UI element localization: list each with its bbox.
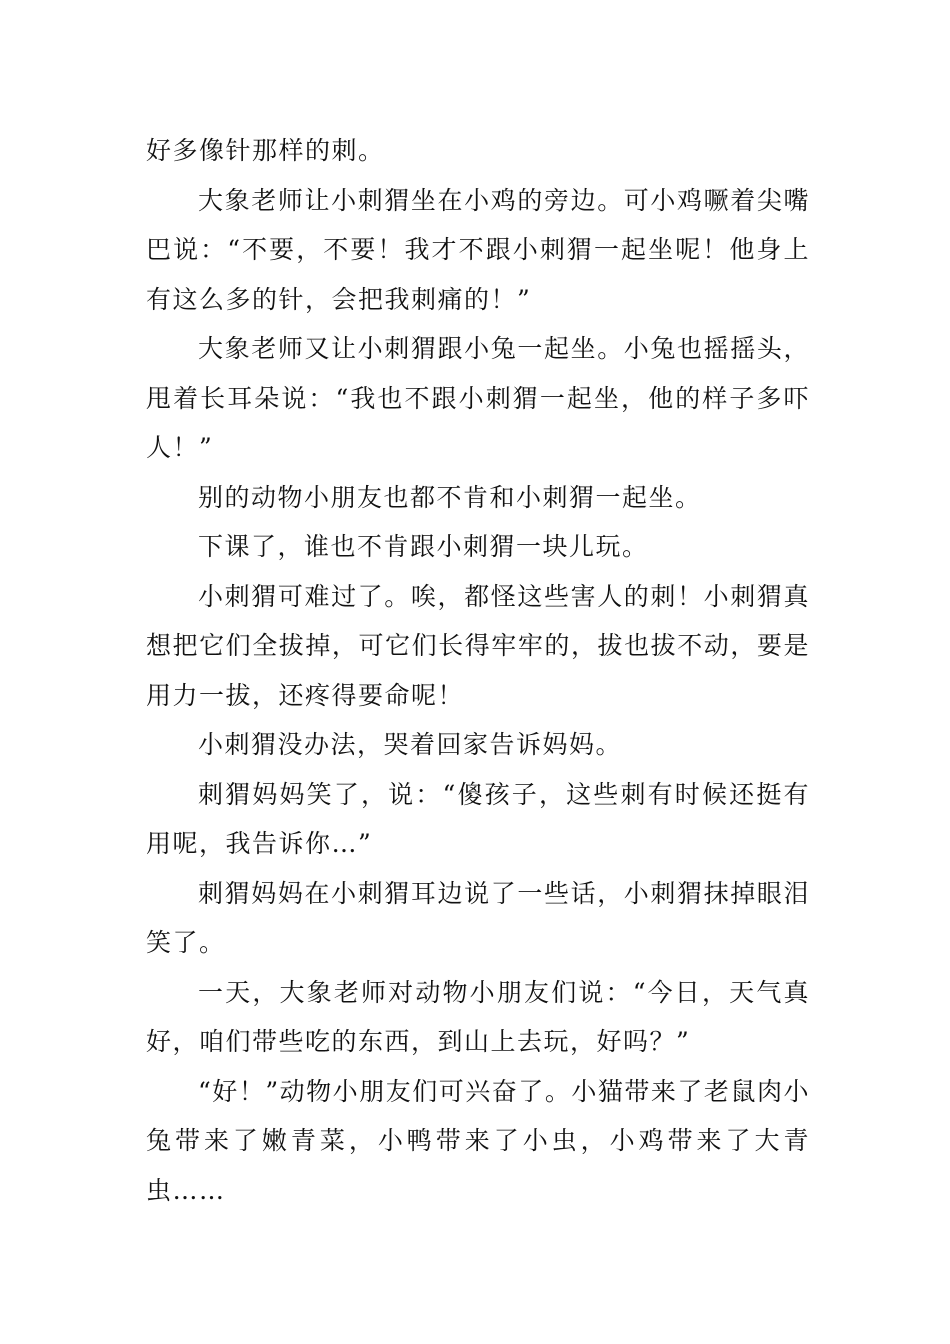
paragraph: “好！”动物小朋友们可兴奋了。小猫带来了老鼠肉小兔带来了嫩青菜，小鸭带来了小虫，小鸡带来了大青虫…… bbox=[146, 1076, 810, 1205]
paragraph: 小刺猬可难过了。唉，都怪这些害人的刺！小刺猬真想把它们全拔掉，可它们长得牢牢的，拔也拔不动，要是用力一拔，还疼得要命呢！ bbox=[146, 581, 810, 710]
story-text bbox=[146, 126, 810, 1215]
paragraph: 别的动物小朋友也都不肯和小刺猬一起坐。 bbox=[198, 482, 702, 512]
paragraph: 大象老师让小刺猬坐在小鸡的旁边。可小鸡噘着尖嘴巴说：“不要，不要！我才不跟小刺猬一起坐呢！他身上有这么多的针，会把我刺痛的！” bbox=[146, 185, 810, 314]
paragraph: 小刺猬没办法，哭着回家告诉妈妈。 bbox=[198, 730, 623, 759]
paragraph: 大象老师又让小刺猬跟小兔一起坐。小兔也摇摇头，甩着长耳朵说：“我也不跟小刺猬一起坐，他的样子多吓人！” bbox=[146, 334, 810, 462]
paragraph: 下课了，谁也不肯跟小刺猬一块儿玩。 bbox=[198, 532, 649, 561]
paragraph: 一天，大象老师对动物小朋友们说：“今日，天气真好，咱们带些吃的东西，到山上去玩，好吗？” bbox=[146, 977, 810, 1056]
paragraph: 好多像针那样的刺。 bbox=[146, 136, 385, 165]
paragraph: 刺猬妈妈在小刺猬耳边说了一些话，小刺猬抹掉眼泪笑了。 bbox=[146, 878, 810, 957]
paragraph: 刺猬妈妈笑了，说：“傻孩子，这些刺有时候还挺有用呢，我告诉你…” bbox=[146, 779, 810, 858]
